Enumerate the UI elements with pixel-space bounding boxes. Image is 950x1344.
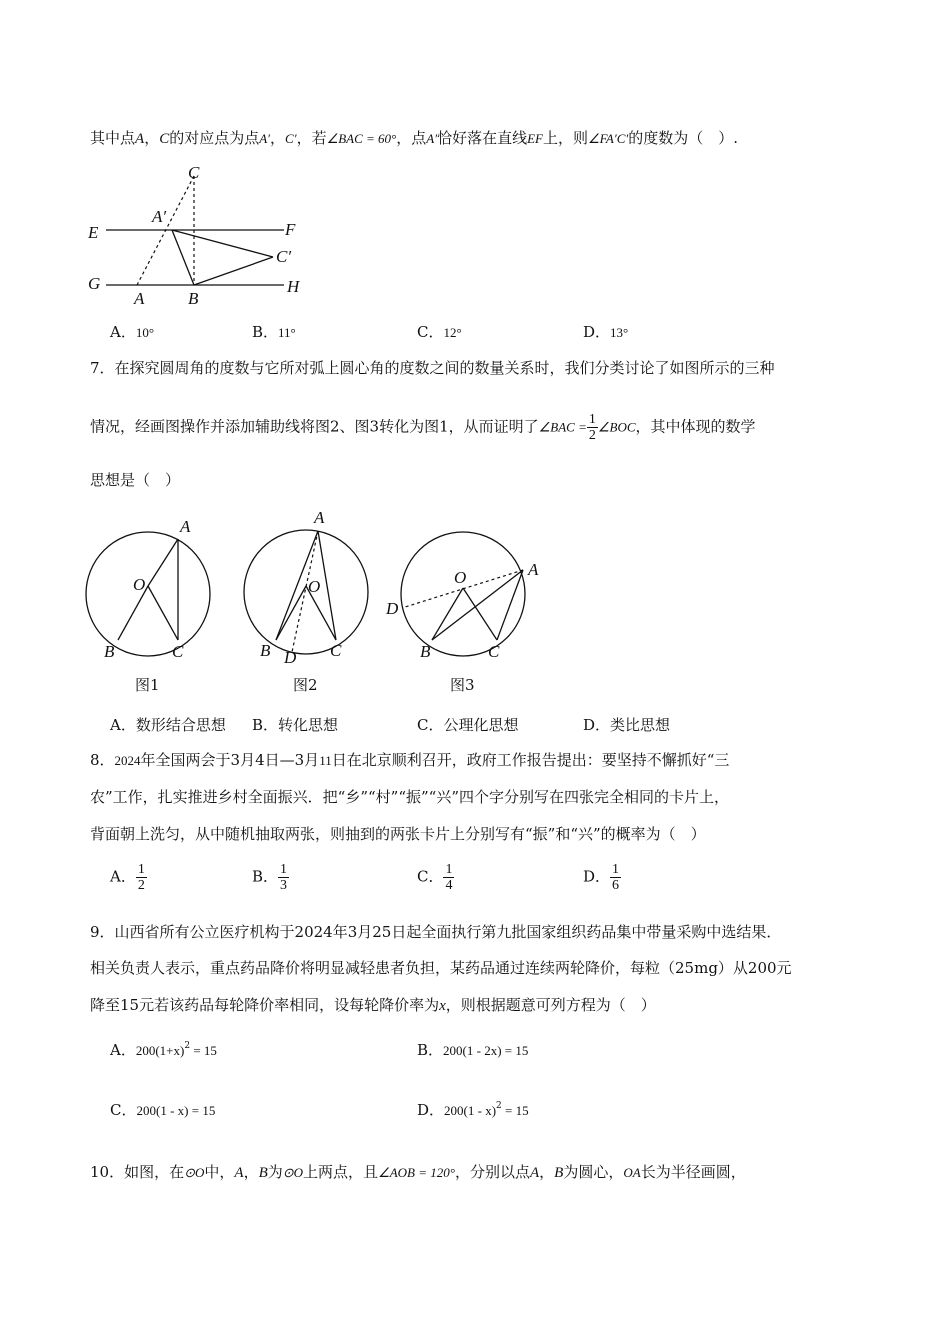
q6-option-b[interactable]: [252, 322, 296, 343]
q7-line3: 思想是（ ）: [90, 471, 181, 489]
option-letter: B．: [252, 323, 279, 341]
option-letter: D．: [417, 1101, 445, 1119]
label-c: C: [330, 641, 342, 660]
q6-figure: [80, 158, 320, 308]
q6-var-a-prime: A′: [259, 131, 271, 146]
segment-ao: [148, 539, 178, 586]
q8-option-d[interactable]: [583, 862, 621, 893]
option-letter: D．: [583, 716, 611, 734]
option-letter: B．: [252, 867, 279, 886]
frac-denominator: 3: [280, 878, 288, 893]
q6-text: 上，则: [542, 129, 588, 147]
frac-numerator: 1: [137, 862, 145, 877]
q7-line2: [90, 412, 756, 443]
option-letter: C．: [417, 867, 444, 886]
q9-text: ，则根据题意可列方程为（ ）: [445, 996, 656, 1014]
frac-numerator: 1: [612, 862, 620, 877]
q10-text: 为圆心，: [563, 1163, 624, 1181]
label-d: D: [284, 648, 297, 666]
q6-option-d[interactable]: [583, 322, 628, 343]
q7-figure-2: [238, 506, 378, 666]
q6-option-c[interactable]: [417, 322, 462, 343]
label-h: H: [287, 277, 300, 296]
option-letter: D．: [583, 867, 611, 886]
option-letter: C．: [417, 323, 444, 341]
segment-oc: [148, 586, 178, 640]
q10-text: ，: [539, 1163, 555, 1181]
segment-a-prime-b: [172, 230, 194, 285]
q10-text: 10．如图，在: [90, 1163, 185, 1181]
option-value: 类比思想: [610, 716, 671, 734]
label-o: O: [308, 577, 321, 596]
q8-option-b[interactable]: [252, 862, 289, 893]
circle: [401, 532, 525, 656]
q9-option-b[interactable]: [417, 1040, 528, 1061]
option-value: 11°: [278, 325, 296, 340]
option-exponent: 2: [496, 1101, 502, 1111]
label-o: O: [454, 568, 467, 587]
option-value: 10°: [135, 325, 155, 340]
label-a: A: [134, 289, 145, 308]
q10-text: 上两点，且: [303, 1163, 379, 1181]
option-value: 13°: [610, 325, 629, 340]
label-c: C: [188, 163, 200, 182]
figure-caption-1: 图1: [135, 676, 160, 694]
q7-formula-left: ∠BAC =: [538, 419, 587, 435]
circle: [86, 532, 210, 656]
q10-line1: [90, 1162, 746, 1183]
segment-a-prime-c-prime: [172, 230, 273, 257]
q9-line2: 相关负责人表示，重点药品降价将明显减轻患者负担，某药品通过连续两轮降价，每粒（25mg）从200元: [90, 959, 792, 977]
option-rhs: = 15: [501, 1103, 529, 1118]
q8-line2: 农”工作，扎实推进乡村全面振兴．把“乡”“村”“振”“兴”四个字分别写在四张完全相同的卡片上，: [90, 788, 730, 806]
segment-ob: [432, 588, 463, 640]
label-d: D: [386, 599, 399, 618]
option-expression: 200(1+x): [135, 1043, 185, 1058]
option-value: 公理化思想: [443, 716, 519, 734]
label-e: E: [88, 223, 99, 242]
option-letter: A．: [110, 1041, 136, 1059]
q8-day: 11: [319, 753, 332, 768]
option-fraction: [443, 862, 454, 893]
q10-text: ，: [243, 1163, 259, 1181]
option-letter: C．: [110, 1101, 137, 1119]
q6-var-c: C: [159, 131, 170, 147]
option-rhs: = 15: [188, 1103, 216, 1118]
q7-fraction: [587, 412, 598, 443]
q10-angle-aob: ∠AOB = 120°: [378, 1165, 455, 1180]
option-letter: C．: [417, 716, 444, 734]
label-b: B: [104, 642, 115, 661]
frac-denominator: 6: [612, 878, 620, 893]
q8-text: 年全国两会于3月4日—3月: [140, 751, 320, 769]
option-letter: A．: [110, 716, 136, 734]
figure-caption-2: 图2: [293, 676, 318, 694]
q6-var-a-prime: A′: [426, 131, 438, 146]
q7-option-b[interactable]: [252, 715, 338, 735]
q10-text: 中，: [204, 1163, 235, 1181]
label-b: B: [188, 289, 199, 308]
q8-text: 日在北京顺利召开，政府工作报告提出：要坚持不懈抓好“三: [331, 751, 730, 769]
option-letter: B．: [252, 716, 279, 734]
q6-text: 恰好落在直线: [437, 129, 528, 147]
label-a: A: [314, 508, 325, 527]
q10-text: ，分别以点: [454, 1163, 530, 1181]
q6-var-c-prime: C′: [285, 131, 297, 146]
option-expression: 200(1 - x): [444, 1103, 497, 1118]
q7-formula-right: ∠BOC: [597, 419, 636, 435]
q7-text: ，其中体现的数学: [635, 417, 756, 436]
q6-text: 的对应点为点: [169, 129, 260, 147]
q9-option-c[interactable]: [110, 1100, 215, 1121]
label-o: O: [133, 575, 146, 594]
option-letter: B．: [417, 1041, 444, 1059]
frac-denominator: 2: [137, 878, 145, 893]
option-exponent: 2: [184, 1041, 191, 1051]
option-fraction: [610, 862, 621, 893]
option-fraction: [278, 862, 289, 893]
q6-option-a[interactable]: [110, 322, 154, 343]
q9-line3: [90, 995, 656, 1016]
frac-numerator: 1: [280, 862, 288, 877]
segment-ob: [276, 586, 306, 640]
q7-option-c[interactable]: [417, 715, 519, 735]
frac-denominator: 2: [588, 428, 596, 443]
q7-line1: 7．在探究圆周角的度数与它所对弧上圆心角的度数之间的数量关系时，我们分类讨论了如图所示的三种: [90, 359, 775, 377]
q8-line3: 背面朝上洗匀，从中随机抽取两张，则抽到的两张卡片上分别写有“振”和“兴”的概率为（ ）: [90, 825, 706, 843]
label-c: C: [172, 642, 184, 661]
q7-text: 情况，经画图操作并添加辅助线将图2、图3转化为图1，从而证明了: [90, 417, 539, 436]
q6-text: ，: [270, 129, 286, 147]
frac-denominator: 4: [445, 878, 453, 893]
segment-ob: [118, 586, 148, 640]
q10-var-b: B: [258, 1165, 268, 1181]
q9-variable: x: [439, 998, 446, 1014]
option-value: 数形结合思想: [135, 716, 226, 734]
label-c: C: [488, 642, 500, 661]
label-a: A: [528, 560, 539, 579]
label-g: G: [88, 274, 101, 293]
q10-var-b: B: [554, 1165, 564, 1181]
q10-var-a: A: [529, 1165, 540, 1181]
q10-text: 长为半径画圆，: [640, 1163, 746, 1181]
figure-caption-3: 图3: [450, 676, 475, 694]
q6-angle-bac: ∠BAC = 60°: [326, 131, 397, 146]
q6-text: 其中点: [90, 129, 136, 147]
option-expression: 200(1 - x): [136, 1103, 189, 1118]
q8-year: 2024: [114, 753, 141, 768]
q6-text: ，: [144, 129, 160, 147]
q9-text: 降至15元若该药品每轮降价率相同，设每轮降价率为: [90, 996, 440, 1014]
label-b: B: [260, 641, 271, 660]
q8-text: 8．: [90, 751, 115, 769]
frac-numerator: 1: [588, 412, 596, 427]
option-letter: D．: [583, 323, 611, 341]
q6-text: ，点: [396, 129, 427, 147]
option-value: 12°: [443, 325, 462, 340]
frac-numerator: 1: [445, 862, 453, 877]
q6-line-ef: EF: [527, 131, 543, 146]
q10-text: 为: [267, 1163, 283, 1181]
q6-text: ，若: [296, 129, 327, 147]
option-value: 转化思想: [278, 716, 339, 734]
q7-figure-3: [380, 512, 550, 662]
q10-var-a: A: [234, 1165, 244, 1181]
q7-option-a[interactable]: [110, 715, 226, 735]
q6-text: 的度数为（ ）.: [628, 129, 738, 147]
circle: [244, 530, 368, 654]
q6-stem: [90, 128, 738, 149]
q8-option-c[interactable]: [417, 862, 454, 893]
q7-option-d[interactable]: [583, 715, 670, 735]
q10-circle-o: ⊙O: [184, 1165, 205, 1180]
segment-b-c-prime: [194, 257, 273, 285]
q9-line1: 9．山西省所有公立医疗机构于2024年3月25日起全面执行第九批国家组织药品集中带量采购中选结果．: [90, 923, 782, 941]
segment-oc: [463, 588, 497, 640]
q10-circle-o: ⊙O: [282, 1165, 304, 1180]
option-rhs: = 15: [501, 1043, 529, 1058]
q9-option-a[interactable]: [110, 1040, 217, 1061]
q10-segment-oa: OA: [623, 1165, 641, 1180]
q8-option-a[interactable]: [110, 862, 147, 893]
label-a: A: [180, 517, 191, 536]
option-letter: A．: [110, 867, 136, 886]
q8-line1: [90, 750, 729, 771]
option-letter: A．: [110, 323, 136, 341]
option-expression: 200(1 - 2x): [443, 1043, 502, 1058]
label-c-prime: C′: [276, 247, 292, 266]
label-b: B: [420, 642, 431, 661]
label-a-prime: A′: [152, 207, 167, 226]
option-fraction: [136, 862, 147, 893]
q6-var-a: A: [135, 131, 145, 147]
q9-option-d[interactable]: [417, 1100, 529, 1121]
option-rhs: = 15: [190, 1043, 217, 1058]
label-f: F: [285, 220, 296, 239]
q6-angle-fac: ∠FA′C′: [588, 131, 629, 146]
q7-figure-1: [80, 512, 220, 662]
